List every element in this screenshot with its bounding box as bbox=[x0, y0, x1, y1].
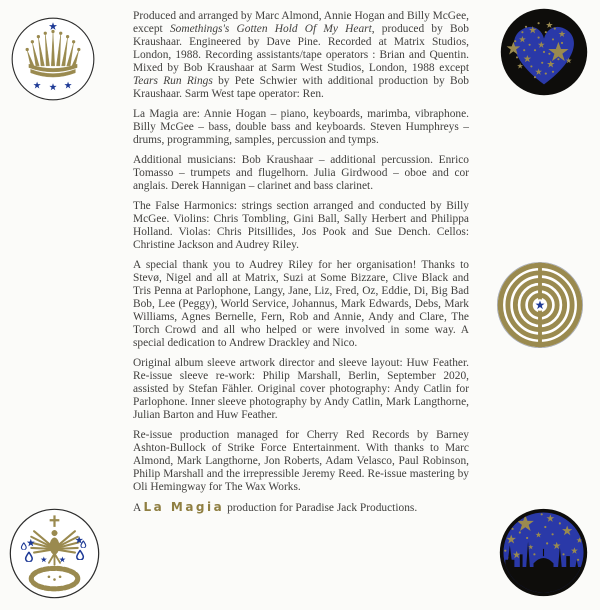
credits-paragraph bbox=[133, 357, 469, 422]
spiral-seal-graphic bbox=[496, 261, 584, 349]
credits-segment: Produced and arranged by Marc Almond, Annie Hogan and Billy McGee, except bbox=[133, 10, 469, 35]
credits-paragraph bbox=[133, 10, 469, 101]
credits-paragraph bbox=[133, 429, 469, 494]
credits-segment: Additional musicians: Bob Kraushaar – additional percussion. Enrico Tomasso – trumpets and flugelhorn. Julia Girdwood – oboe and cor anglais. Derek Hannigan – clarinet and bass clarinet. bbox=[133, 154, 469, 192]
crown-seal-graphic bbox=[10, 16, 96, 102]
credits-paragraph bbox=[133, 259, 469, 350]
credits-segment: Somethings's Gotten Hold Of My Heart bbox=[169, 23, 372, 35]
eagle-seal-graphic bbox=[8, 507, 101, 600]
credits-segment: Re-issue production managed for Cherry Red Records by Barney Ashton-Bullock of Strike Force Entertainment. With thanks to Marc Almond, Mark Langthorne, Jon Roberts, Adam Velasco, Paul Robinson, Philip Marshall and the irrepressible Jeremy Reed. Re-issue mastering by Oli Hemingway for The Wax Works. bbox=[133, 429, 469, 493]
credits-segment: Original album sleeve artwork director and sleeve layout: Huw Feather. Re-issue sleeve re-work: Philip Marshall, Berlin, September 2020, assisted by Stefan Fähler. Original cover photography: Andy Catlin for Parlophone. Inner sleeve photography by Andy Catlin, Mark Langthorne, Julian Barton and Huw Feather. bbox=[133, 357, 469, 421]
credits-segment: A special thank you to Audrey Riley for her organisation! Thanks to Stevø, Nigel and all at Matrix, Suzi at Some Bizzare, Clive Black and Tris Penna at Parlophone, Langy, Jane, Liz, Fred, Oz, Eddie, Di, Big Bad Bob, Lee (Peggy), World Service, Johannus, Mark Edwards, Debs, Mark Williams, Agnes Bernelle, Fern, Rob and Annie, Andy and Clare, The Torch Crowd and all who helped or were involved in some way. A special dedication to Andrew Drackley and Nico. bbox=[133, 259, 469, 349]
heart-seal-graphic bbox=[499, 7, 589, 97]
credits-segment: by Pete Schwier with additional production by Bob Kraushaar. Sarm West tape operator: Ren. bbox=[133, 75, 469, 100]
credits-paragraph bbox=[133, 108, 469, 147]
skyline-seal-graphic bbox=[498, 507, 589, 598]
crown-and-stars-seal bbox=[10, 16, 96, 102]
credits-segment: Tears Run Rings bbox=[133, 75, 213, 87]
dome-finial bbox=[543, 549, 544, 556]
credits-segment: , produced by Bob Kraushaar. Engineered by Dave Pine. Recorded at Matrix Studios, London, 1988. Recording assistants/tape operators : Brian and Quentin. Mixed by Bob Kraushaar at Sarm West Studios, London, 1988 except bbox=[133, 23, 469, 74]
credits-paragraph bbox=[133, 501, 469, 515]
credits-segment: The False Harmonics: strings section arranged and conducted by Billy McGee. Violins: Chris Tombling, Gini Ball, Sally Herbert and Philippa Holland. Violas: Chris Pitsillides, Jos Pook and Sue Dench. Cellos: Christine Jackson and Audrey Riley. bbox=[133, 200, 469, 251]
credits-text bbox=[133, 10, 469, 522]
credits-paragraph bbox=[133, 154, 469, 193]
starry-night-skyline-seal bbox=[498, 507, 589, 598]
eagle-stars-teardrops-seal bbox=[8, 507, 101, 600]
starry-heart-seal bbox=[499, 7, 589, 97]
credits-paragraph bbox=[133, 200, 469, 252]
credits-segment: La Magia are: Annie Hogan – piano, keyboards, marimba, vibraphone. Billy McGee – bass, double bass and keyboards. Steven Humphreys – drums, programming, samples, percussion and tymps. bbox=[133, 108, 469, 146]
la-magia-logo-text: La Magia bbox=[143, 500, 225, 514]
spiral-target-star-seal bbox=[496, 261, 584, 349]
credits-segment: A bbox=[133, 502, 144, 514]
credits-segment: production for Paradise Jack Productions. bbox=[224, 502, 418, 514]
